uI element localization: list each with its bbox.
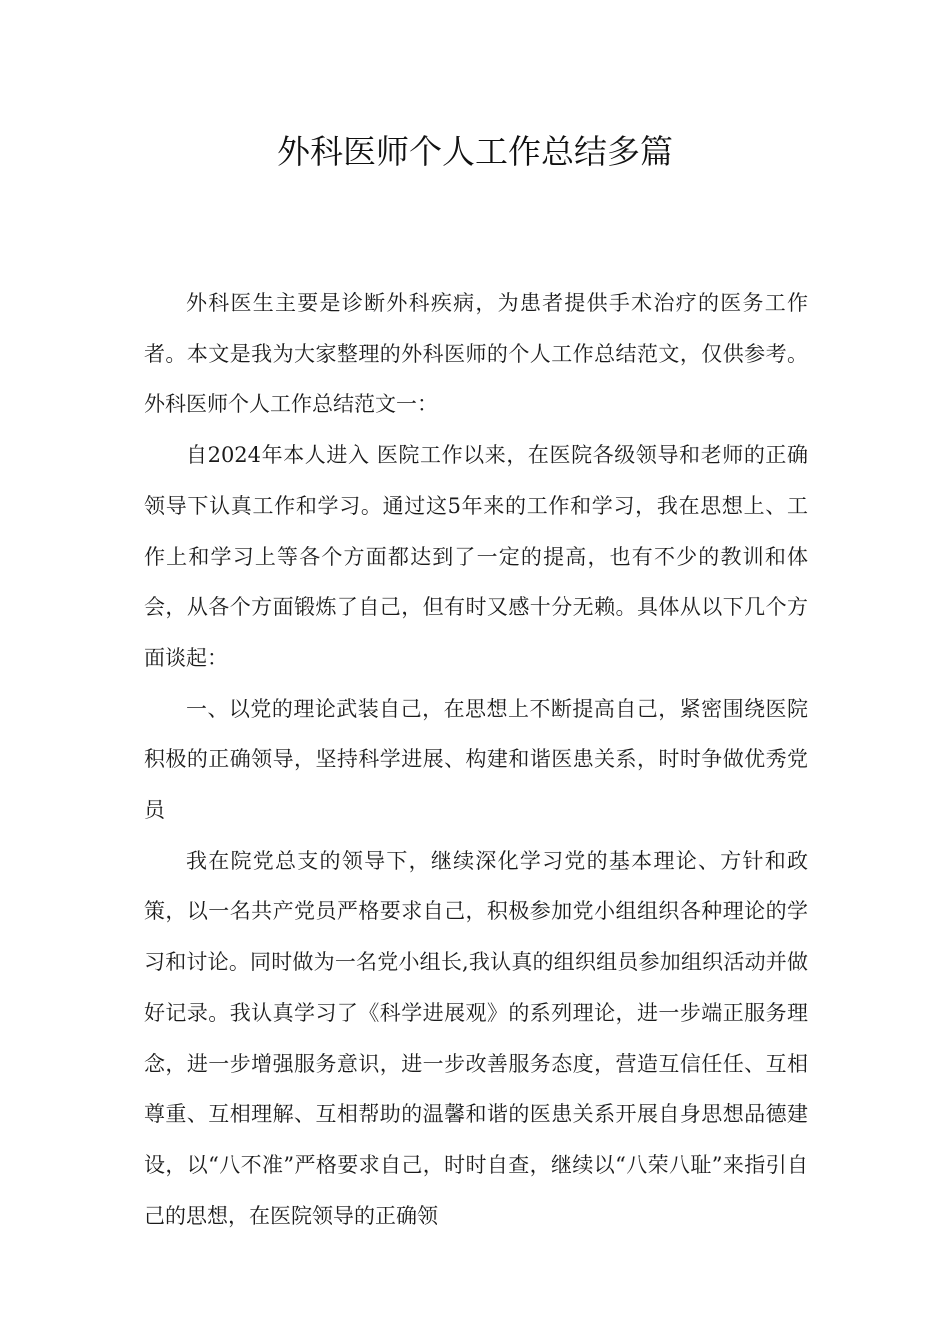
paragraph-section-one-heading: 一、以党的理论武装自己，在思想上不断提高自己，紧密围绕医院积极的正确领导，坚持科学进展、构建和谐医患关系，时时争做优秀党员 (144, 696, 808, 823)
paragraph-overview: 自2024年本人进入 医院工作以来，在医院各级领导和老师的正确领导下认真工作和学习。通过这5年来的工作和学习，我在思想上、工作上和学习上等各个方面都达到了一定的提高，也有不少的教训和体会，从各个方面锻炼了自己，但有时又感十分无赖。具体从以下几个方面谈起： (144, 443, 808, 670)
document-body (144, 278, 808, 1241)
paragraph-intro: 外科医生主要是诊断外科疾病，为患者提供手术治疗的医务工作者。本文是我为大家整理的外科医师的个人工作总结范文，仅供参考。外科医师个人工作总结范文一： (144, 291, 808, 417)
document-title: 外科医师个人工作总结多篇 (277, 132, 673, 171)
paragraph-section-one-body: 我在院党总支的领导下，继续深化学习党的基本理论、方针和政策，以一名共产党员严格要求自己，积极参加党小组组织各种理论的学习和讨论。同时做为一名党小组长,我认真的组织组员参加组织活动并做好记录。我认真学习了《科学进展观》的系列理论，进一步端正服务理念，进一步增强服务意识，进一步改善服务态度，营造互信任任、互相尊重、互相理解、互相帮助的温馨和谐的医患关系开展自身思想品德建设，以“八不准”严格要求自己，时时自查，继续以“八荣八耻”来指引自己的思想，在医院领导的正确领 (144, 848, 808, 1228)
